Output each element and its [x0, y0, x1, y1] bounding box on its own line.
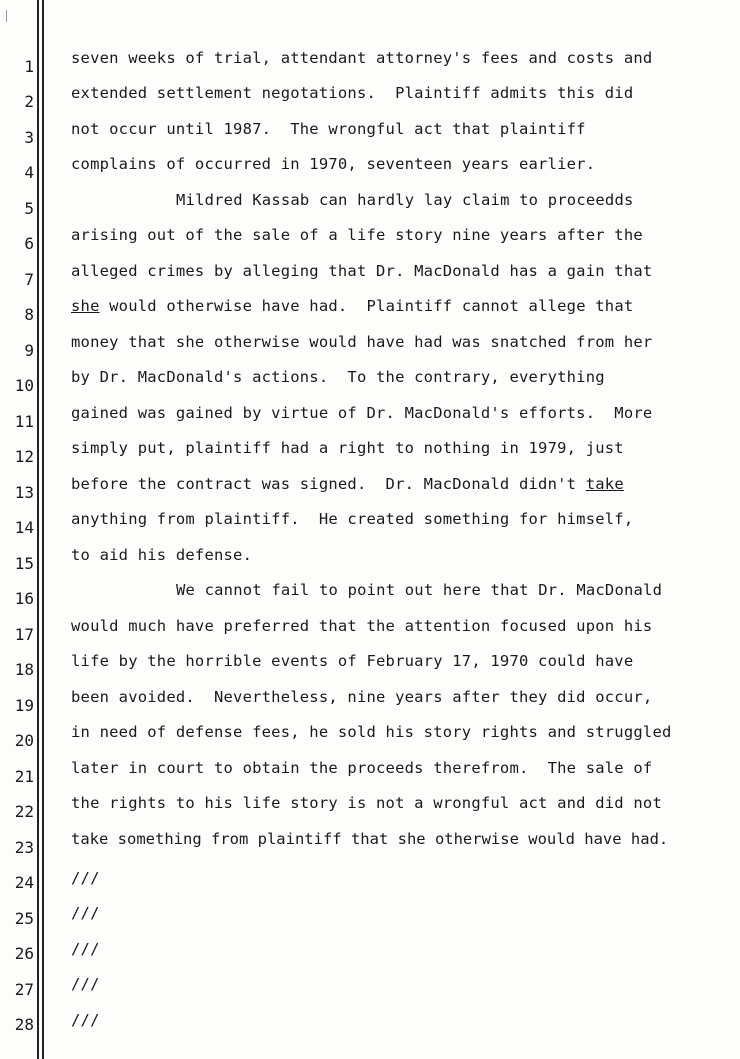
text-line: by Dr. MacDonald's actions. To the contrary, everything [71, 368, 605, 386]
continuation-mark: /// [71, 975, 100, 993]
continuation-mark: /// [71, 940, 100, 958]
line-number: 5 [24, 199, 34, 218]
line-number: 21 [14, 767, 34, 786]
continuation-mark: /// [71, 904, 100, 922]
line-number: 19 [14, 696, 34, 715]
margin-tick [6, 10, 7, 22]
text-line: gained was gained by virtue of Dr. MacDonald's efforts. More [71, 404, 653, 422]
line-number: 22 [14, 802, 34, 821]
emphasis-she: she [71, 297, 100, 315]
line-number: 10 [14, 376, 34, 395]
text-line: the rights to his life story is not a wrongful act and did not [71, 794, 662, 812]
text-line: later in court to obtain the proceeds therefrom. The sale of [71, 759, 653, 777]
line-number: 24 [14, 873, 34, 892]
line-number: 23 [14, 838, 34, 857]
line-number: 25 [14, 909, 34, 928]
margin-rule-left [37, 0, 39, 1059]
line-number: 26 [14, 944, 34, 963]
line-number: 17 [14, 625, 34, 644]
line-number: 15 [14, 554, 34, 573]
text-line: arising out of the sale of a life story nine years after the [71, 226, 643, 244]
line-number: 4 [24, 163, 34, 182]
text-line: to aid his defense. [71, 546, 253, 564]
text-line: complains of occurred in 1970, seventeen years earlier. [71, 155, 596, 173]
line-number: 18 [14, 660, 34, 679]
line-number: 12 [14, 447, 34, 466]
text-line: We cannot fail to point out here that Dr. MacDonald [176, 581, 663, 599]
text-line: seven weeks of trial, attendant attorney's fees and costs and [71, 49, 653, 67]
line-number: 7 [24, 270, 34, 289]
text-line [71, 474, 737, 494]
line-number: 13 [14, 483, 34, 502]
line-number: 2 [24, 92, 34, 111]
continuation-mark: /// [71, 1011, 100, 1029]
text-line: not occur until 1987. The wrongful act that plaintiff [71, 120, 586, 138]
line-number: 8 [24, 305, 34, 324]
line-number: 9 [24, 341, 34, 360]
emphasis-take: take [585, 475, 624, 493]
text-line: extended settlement negotations. Plaintiff admits this did [71, 84, 634, 102]
line-number: 1 [24, 57, 34, 76]
line-number: 20 [14, 731, 34, 750]
text-line: would much have preferred that the attention focused upon his [71, 617, 653, 635]
text-line: money that she otherwise would have had was snatched from her [71, 333, 653, 351]
line-number: 11 [14, 412, 34, 431]
line-number: 14 [14, 518, 34, 537]
line-number: 16 [14, 589, 34, 608]
text-line: been avoided. Nevertheless, nine years after they did occur, [71, 688, 653, 706]
text-line-start: before the contract was signed. Dr. MacDonald didn't [71, 475, 586, 493]
text-line: alleged crimes by alleging that Dr. MacDonald has a gain that [71, 262, 653, 280]
text-line: life by the horrible events of February 17, 1970 could have [71, 652, 634, 670]
line-number: 28 [14, 1015, 34, 1034]
line-number: 27 [14, 980, 34, 999]
text-line-rest: would otherwise have had. Plaintiff cannot allege that [99, 297, 634, 315]
text-line: simply put, plaintiff had a right to nothing in 1979, just [71, 439, 624, 457]
text-line: Mildred Kassab can hardly lay claim to proceedds [176, 191, 634, 209]
continuation-mark: /// [71, 869, 100, 887]
text-line: anything from plaintiff. He created something for himself, [71, 510, 634, 528]
text-line: in need of defense fees, he sold his story rights and struggled [71, 723, 672, 741]
text-line: take something from plaintiff that she otherwise would have had. [71, 830, 669, 848]
text-line [71, 296, 737, 316]
line-number: 3 [24, 128, 34, 147]
line-number: 6 [24, 234, 34, 253]
margin-rule-right [42, 0, 44, 1059]
